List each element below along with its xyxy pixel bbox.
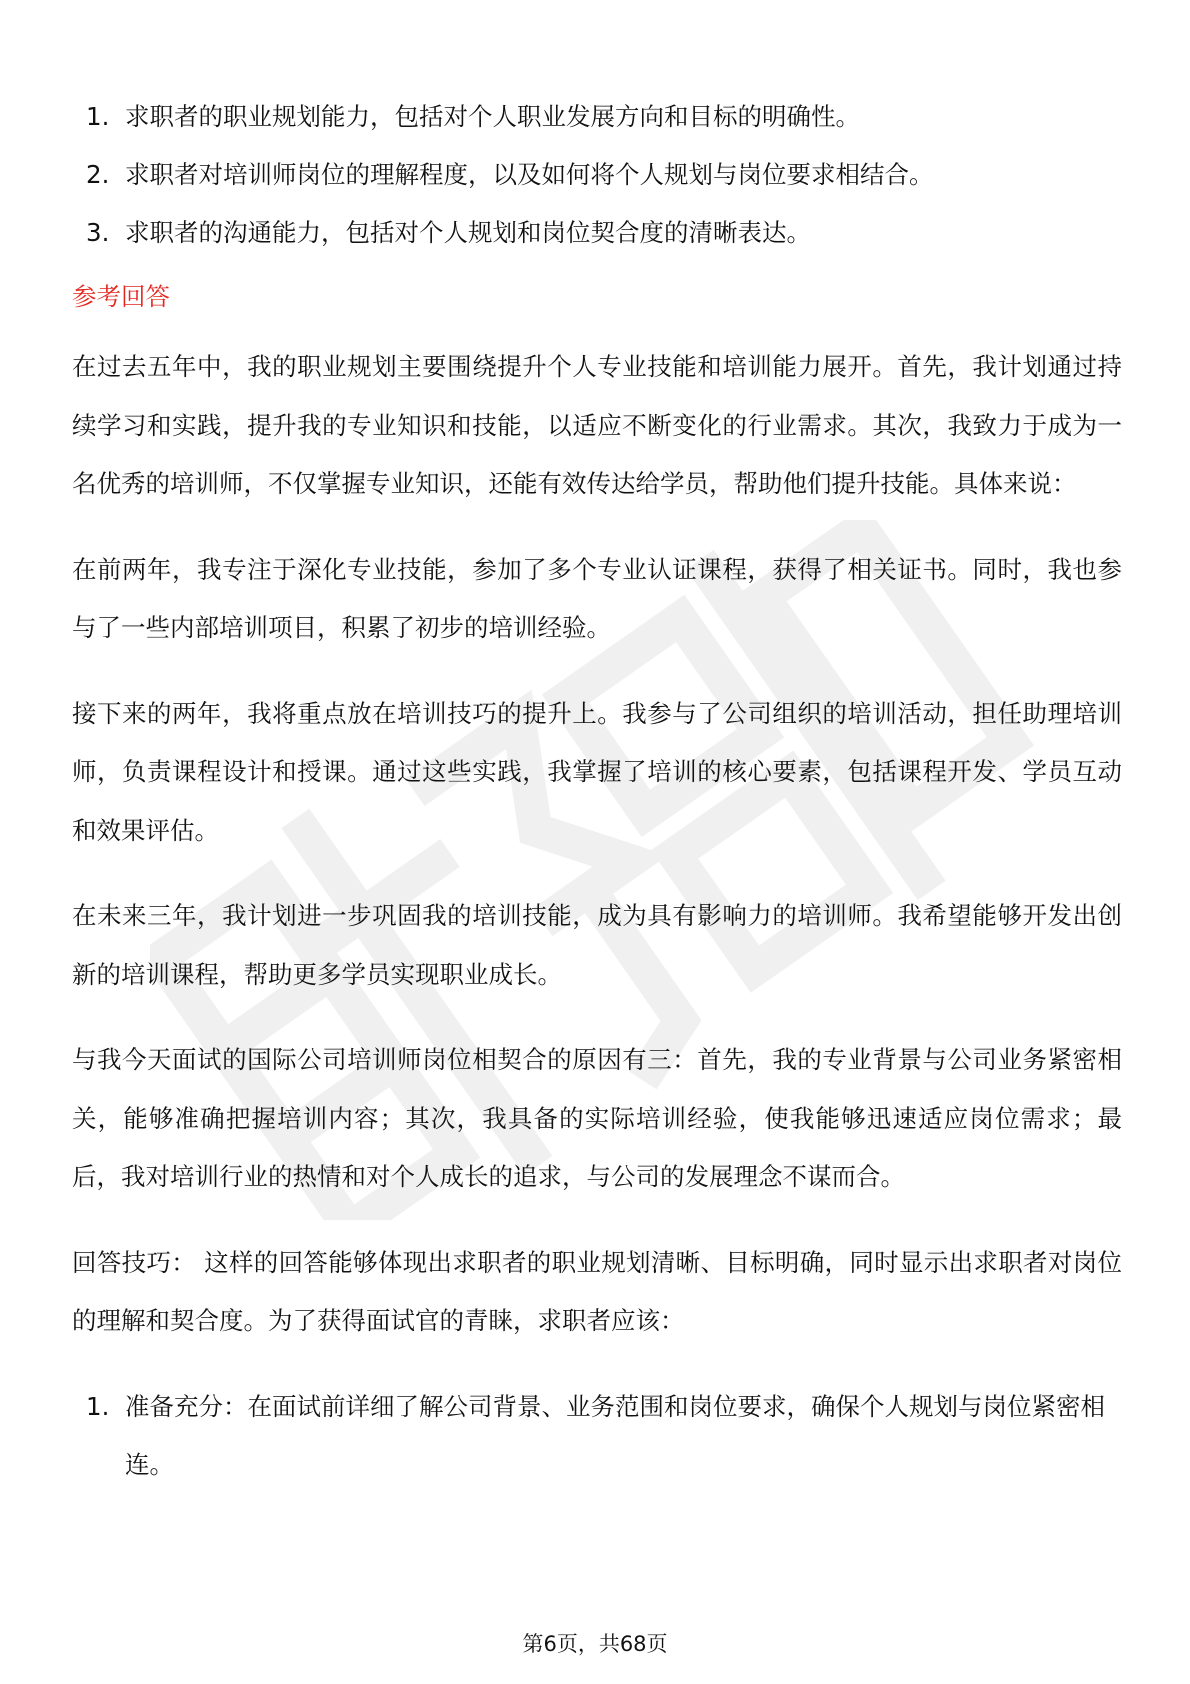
page-content	[72, 88, 1122, 1495]
paragraph: 在前两年，我专注于深化专业技能，参加了多个专业认证课程，获得了相关证书。同时，我也参与了一些内部培训项目，积累了初步的培训经验。	[72, 554, 1122, 642]
list-item-text: 求职者的职业规划能力，包括对个人职业发展方向和目标的明确性。	[125, 102, 860, 131]
list-item: 1. 求职者的职业规划能力，包括对个人职业发展方向和目标的明确性。	[86, 102, 860, 131]
page-number: 第6页，共68页	[522, 1632, 668, 1656]
paragraph: 在过去五年中，我的职业规划主要围绕提升个人专业技能和培训能力展开。首先，我计划通过持续学习和实践，提升我的专业知识和技能，以适应不断变化的行业需求。其次，我致力于成为一名优秀的培训师，不仅掌握专业知识，还能有效传达给学员，帮助他们提升技能。具体来说：	[72, 352, 1122, 498]
list-item-text: 求职者的沟通能力，包括对个人规划和岗位契合度的清晰表达。	[125, 218, 811, 247]
paragraph: 在未来三年，我计划进一步巩固我的培训技能，成为具有影响力的培训师。我希望能够开发出创新的培训课程，帮助更多学员实现职业成长。	[72, 901, 1122, 989]
requirements-list	[72, 88, 1122, 262]
list-item: 1. 准备充分：在面试前详细了解公司背景、业务范围和岗位要求，确保个人规划与岗位紧密相连。	[86, 1391, 1105, 1479]
paragraph: 接下来的两年，我将重点放在培训技巧的提升上。我参与了公司组织的培训活动，担任助理培训师，负责课程设计和授课。通过这些实践，我掌握了培训的核心要素，包括课程开发、学员互动和效果评估。	[72, 698, 1122, 845]
section-title: 参考回答	[72, 282, 170, 311]
list-item: 3. 求职者的沟通能力，包括对个人规划和岗位契合度的清晰表达。	[86, 218, 811, 247]
tips-list	[72, 1378, 1122, 1495]
paragraph: 回答技巧： 这样的回答能够体现出求职者的职业规划清晰、目标明确，同时显示出求职者对岗位的理解和契合度。为了获得面试官的青睐，求职者应该：	[72, 1247, 1122, 1335]
list-item-text: 准备充分：在面试前详细了解公司背景、业务范围和岗位要求，确保个人规划与岗位紧密相连。	[125, 1391, 1105, 1479]
list-item: 2. 求职者对培训师岗位的理解程度，以及如何将个人规划与岗位要求相结合。	[86, 160, 934, 189]
list-item-text: 求职者对培训师岗位的理解程度，以及如何将个人规划与岗位要求相结合。	[125, 160, 934, 189]
paragraph: 与我今天面试的国际公司培训师岗位相契合的原因有三：首先，我的专业背景与公司业务紧密相关，能够准确把握培训内容；其次，我具备的实际培训经验，使我能够迅速适应岗位需求；最后，我对培训行业的热情和对个人成长的追求，与公司的发展理念不谋而合。	[72, 1045, 1122, 1191]
